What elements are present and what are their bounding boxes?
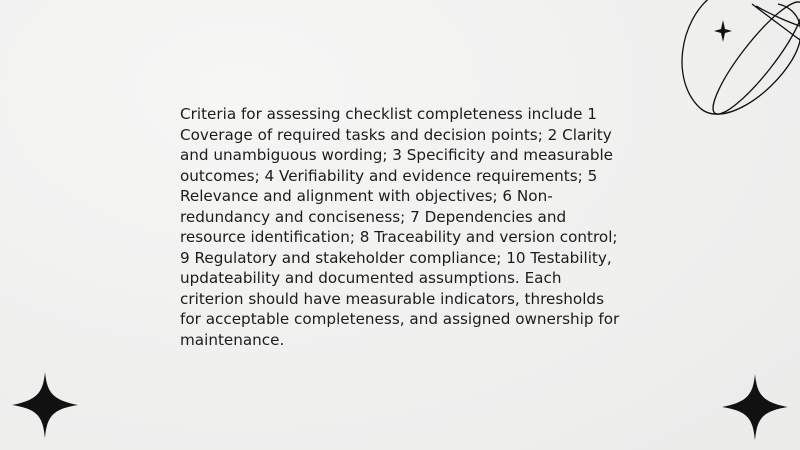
slide-body-text: Criteria for assessing checklist completeness include 1 Coverage of required tasks and decision points; 2 Clarity and unambiguous wording; 3 Specificity and measurable outcomes; 4 Verifiability and evidence requirements; 5 Relevance and alignment with objectives; 6 Non-redundancy and conciseness; 7 Dependencies and resource identification; 8 Traceability and version control; 9 Regulatory and stakeholder compliance; 10 Testability, updateability and documented assumptions. Each criterion should have measurable indicators, thresholds for acceptable completeness, and assigned ownership for maintenance. [180,105,620,349]
four-point-star-icon [10,370,80,440]
four-point-star-icon [720,372,790,442]
orbit-sparkle-icon [660,0,800,130]
